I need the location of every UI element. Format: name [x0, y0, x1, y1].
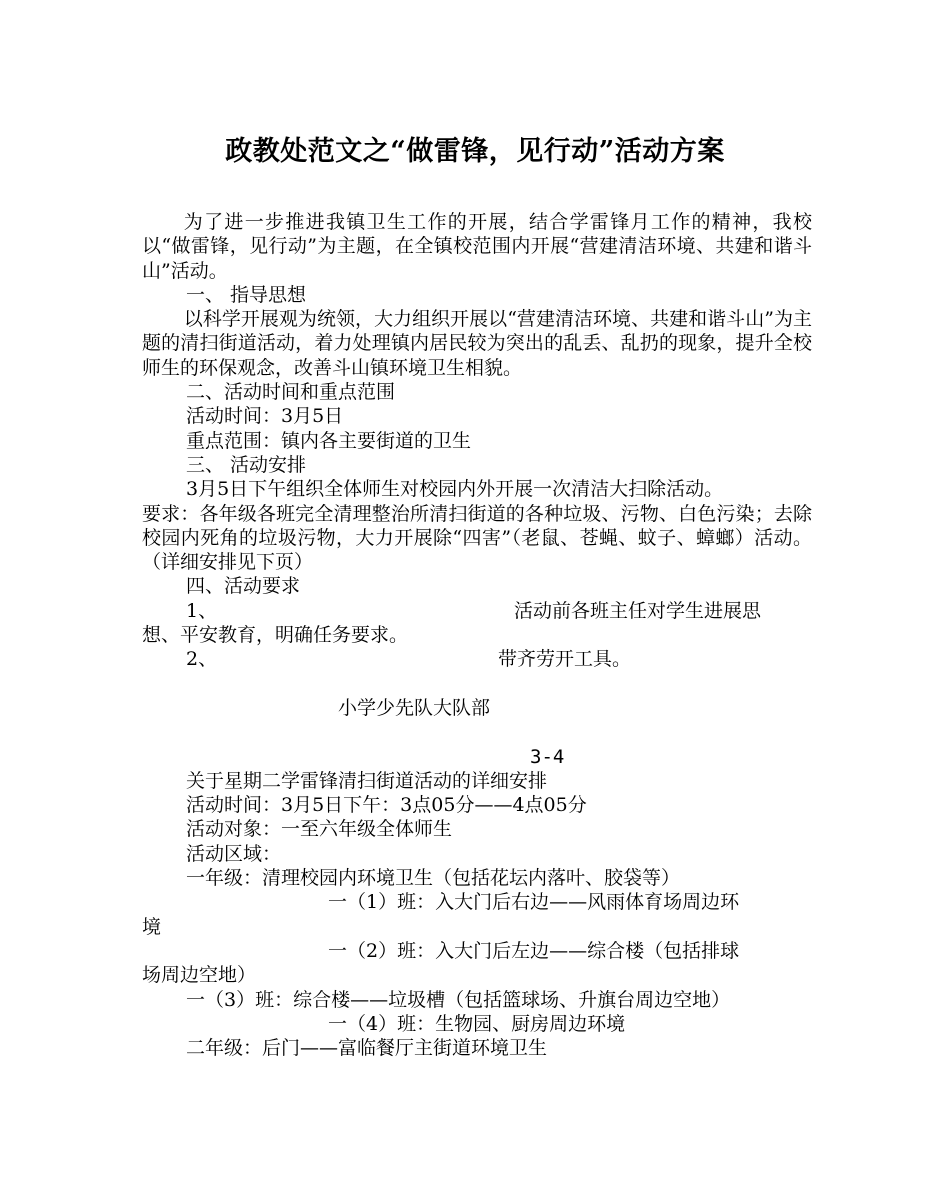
- section-3-paragraph: 3月5日下午组织全体师生对校园内外开展一次清洁大扫除活动。: [186, 478, 724, 501]
- requirement-item-2-text: 带齐劳开工具。: [498, 648, 632, 671]
- section-1-paragraph: 以科学开展观为统领，大力组织开展以“营建清洁环境、共建和谐斗山”为主题的清扫街道活动，着力处理镇内居民较为突出的乱丢、乱扔的现象，提升全校师生的环保观念，改善斗山镇环境卫生相貌。: [142, 308, 812, 379]
- requirement-item-1-continued: 想、平安教育，明确任务要求。: [142, 624, 409, 647]
- signature-date: 3-4: [530, 745, 565, 768]
- activity-time: 活动时间：3月5日: [186, 405, 344, 428]
- blank-line: [142, 672, 812, 696]
- section-3-heading: 三、 活动安排: [186, 453, 307, 476]
- class-1-1-continued: 境: [142, 915, 162, 938]
- document-body: [142, 210, 812, 1060]
- requirement-item-1-number: 1、: [186, 599, 218, 622]
- requirement-item-2-number: 2、: [186, 648, 218, 671]
- class-1-2-continued: 场周边空地）: [142, 964, 257, 987]
- grade-2: 二年级：后门——富临餐厅主街道环境卫生: [186, 1037, 548, 1060]
- class-1-4: 一（4）班：生物园、厨房周边环境: [328, 1012, 626, 1035]
- plan-time: 活动时间：3月5日下午：3点05分——4点05分: [186, 794, 587, 817]
- class-1-3: 一（3）班：综合楼——垃圾槽（包括篮球场、升旗台周边空地）: [186, 988, 731, 1011]
- intro-paragraph: 为了进一步推进我镇卫生工作的开展，结合学雷锋月工作的精神，我校以“做雷锋，见行动”为主题，在全镇校范围内开展“营建清洁环境、共建和谐斗山”活动。: [142, 211, 812, 282]
- grade-1: 一年级：清理校园内环境卫生（包括花坛内落叶、胶袋等）: [186, 867, 681, 890]
- section-1-heading: 一、 指导思想: [186, 283, 307, 306]
- requirement-item-1-text: 活动前各班主任对学生进展思: [514, 599, 762, 622]
- plan-area: 活动区域：: [186, 842, 282, 865]
- section-2-heading: 二、活动时间和重点范围: [186, 381, 396, 404]
- section-4-heading: 四、活动要求: [186, 575, 301, 598]
- key-scope: 重点范围：镇内各主要街道的卫生: [186, 429, 472, 452]
- document-title: 政教处范文之“做雷锋，见行动”活动方案: [225, 136, 725, 167]
- signature: 小学少先队大队部: [338, 696, 491, 719]
- section-3-requirements: 要求：各年级各班完全清理整治所清扫街道的各种垃圾、污物、白色污染；去除校园内死角的垃圾污物，大力开展除“四害”（老鼠、苍蝇、蚊子、蟑螂）活动。（详细安排见下页）: [142, 502, 812, 574]
- plan-target: 活动对象：一至六年级全体师生: [186, 818, 453, 841]
- class-1-1: 一（1）班：入大门后右边——风雨体育场周边环: [328, 891, 740, 914]
- requirement-item-2: [142, 647, 812, 671]
- requirement-item-1: [142, 599, 812, 623]
- plan-title: 关于星期二学雷锋清扫街道活动的详细安排: [186, 769, 548, 792]
- blank-line: [142, 720, 812, 744]
- class-1-2: 一（2）班：入大门后左边——综合楼（包括排球: [328, 939, 740, 962]
